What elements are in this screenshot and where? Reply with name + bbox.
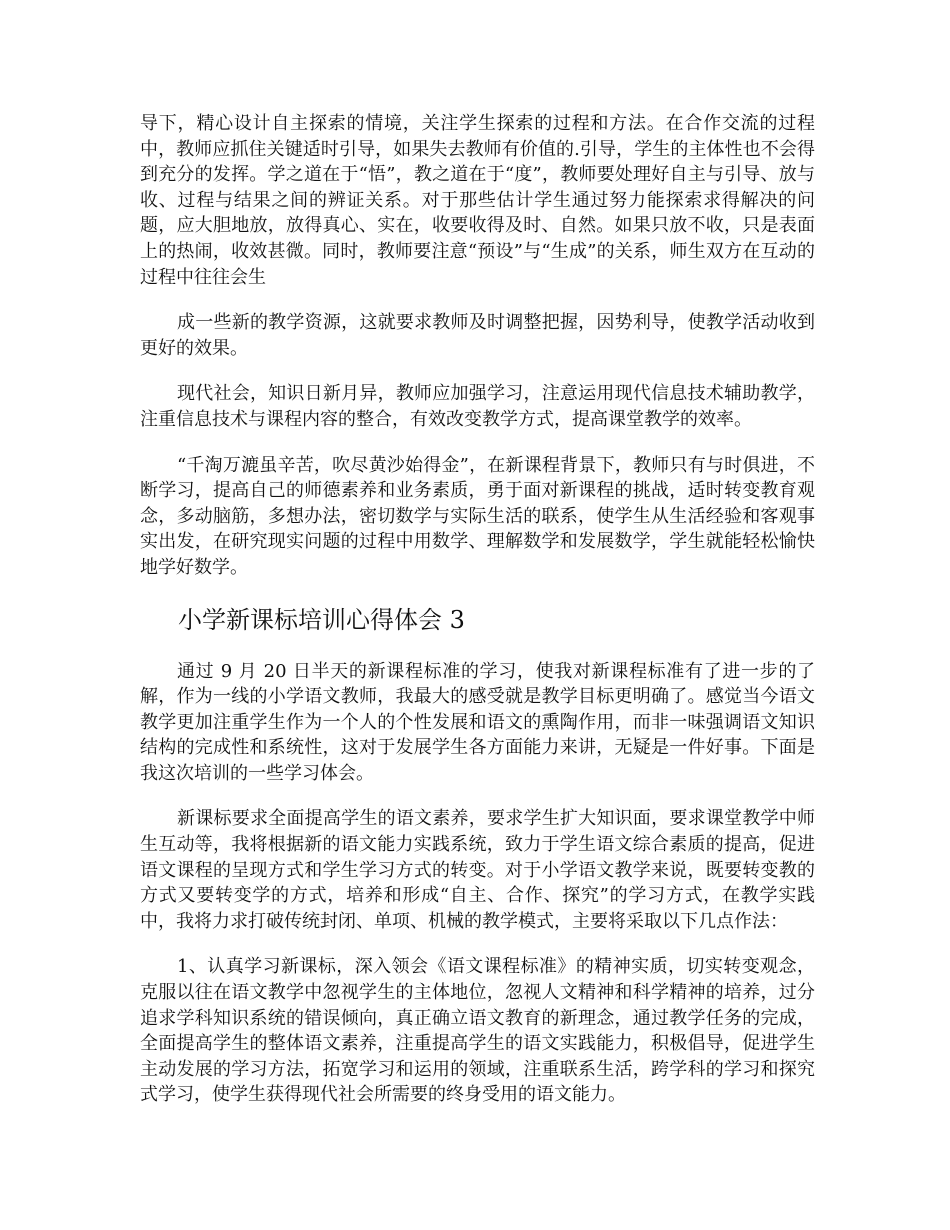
paragraph-continued: 导下，精心设计自主探索的情境，关注学生探索的过程和方法。在合作交流的过程中，教师应抓住关键适时引导，如果失去教师有价值的.引导，学生的主体性也不会得到充分的发挥。学之道在于“悟”，教之道在于“度”，教师要处理好自主与引导、放与收、过程与结果之间的辨证关系。对于那些估计学生通过努力能探索求得解决的问题，应大胆地放，放得真心、实在，收要收得及时、自然。如果只放不收，只是表面上的热闹，收效甚微。同时，教师要注意“预设”与“生成”的关系，师生双方在互动的过程中往往会生 bbox=[140, 113, 815, 288]
paragraph: “千淘万漉虽辛苦，吹尽黄沙始得金”，在新课程背景下，教师只有与时俱进，不断学习，提高自己的师德素养和业务素质，勇于面对新课程的挑战，适时转变教育观念，多动脑筋，多想办法，密切数学与实际生活的联系，使学生从生活经验和客观事实出发，在研究现实问题的过程中用数学、理解数学和发展数学，学生就能轻松愉快地学好数学。 bbox=[140, 454, 815, 578]
paragraph: 1、认真学习新课标，深入领会《语文课程标准》的精神实质，切实转变观念，克服以往在语文教学中忽视学生的主体地位，忽视人文精神和科学精神的培养，过分追求学科知识系统的错误倾向，真正确立语文教育的新理念，通过教学任务的完成，全面提高学生的整体语文素养，注重提高学生的语文实践能力，积极倡导，促进学生主动发展的学习方法，拓宽学习和运用的领域，注重联系生活，跨学科的学习和探究式学习，使学生获得现代社会所需要的终身受用的语文能力。 bbox=[140, 956, 815, 1106]
section-title: 小学新课标培训心得体会 3 bbox=[178, 605, 465, 634]
paragraph: 现代社会，知识日新月异，教师应加强学习，注意运用现代信息技术辅助教学，注重信息技术与课程内容的整合，有效改变教学方式，提高课堂教学的效率。 bbox=[140, 383, 815, 430]
paragraph: 通过 9 月 20 日半天的新课程标准的学习，使我对新课程标准有了进一步的了解，作为一线的小学语文教师，我最大的感受就是教学目标更明确了。感觉当今语文教学更加注重学生作为一个人的个性发展和语文的熏陶作用，而非一味强调语文知识结构的完成性和系统性，这对于发展学生各方面能力来讲，无疑是一件好事。下面是我这次培训的一些学习体会。 bbox=[140, 660, 815, 784]
paragraph: 成一些新的教学资源，这就要求教师及时调整把握，因势利导，使教学活动收到更好的效果。 bbox=[140, 312, 815, 359]
document-page bbox=[140, 111, 815, 1128]
paragraph: 新课标要求全面提高学生的语文素养，要求学生扩大知识面，要求课堂教学中师生互动等，我将根据新的语文能力实践系统，致力于学生语文综合素质的提高，促进语文课程的呈现方式和学生学习方式的转变。对于小学语文教学来说，既要转变教的方式又要转变学的方式，培养和形成“自主、合作、探究”的学习方式，在教学实践中，我将力求打破传统封闭、单项、机械的教学模式，主要将采取以下几点作法： bbox=[140, 808, 815, 932]
